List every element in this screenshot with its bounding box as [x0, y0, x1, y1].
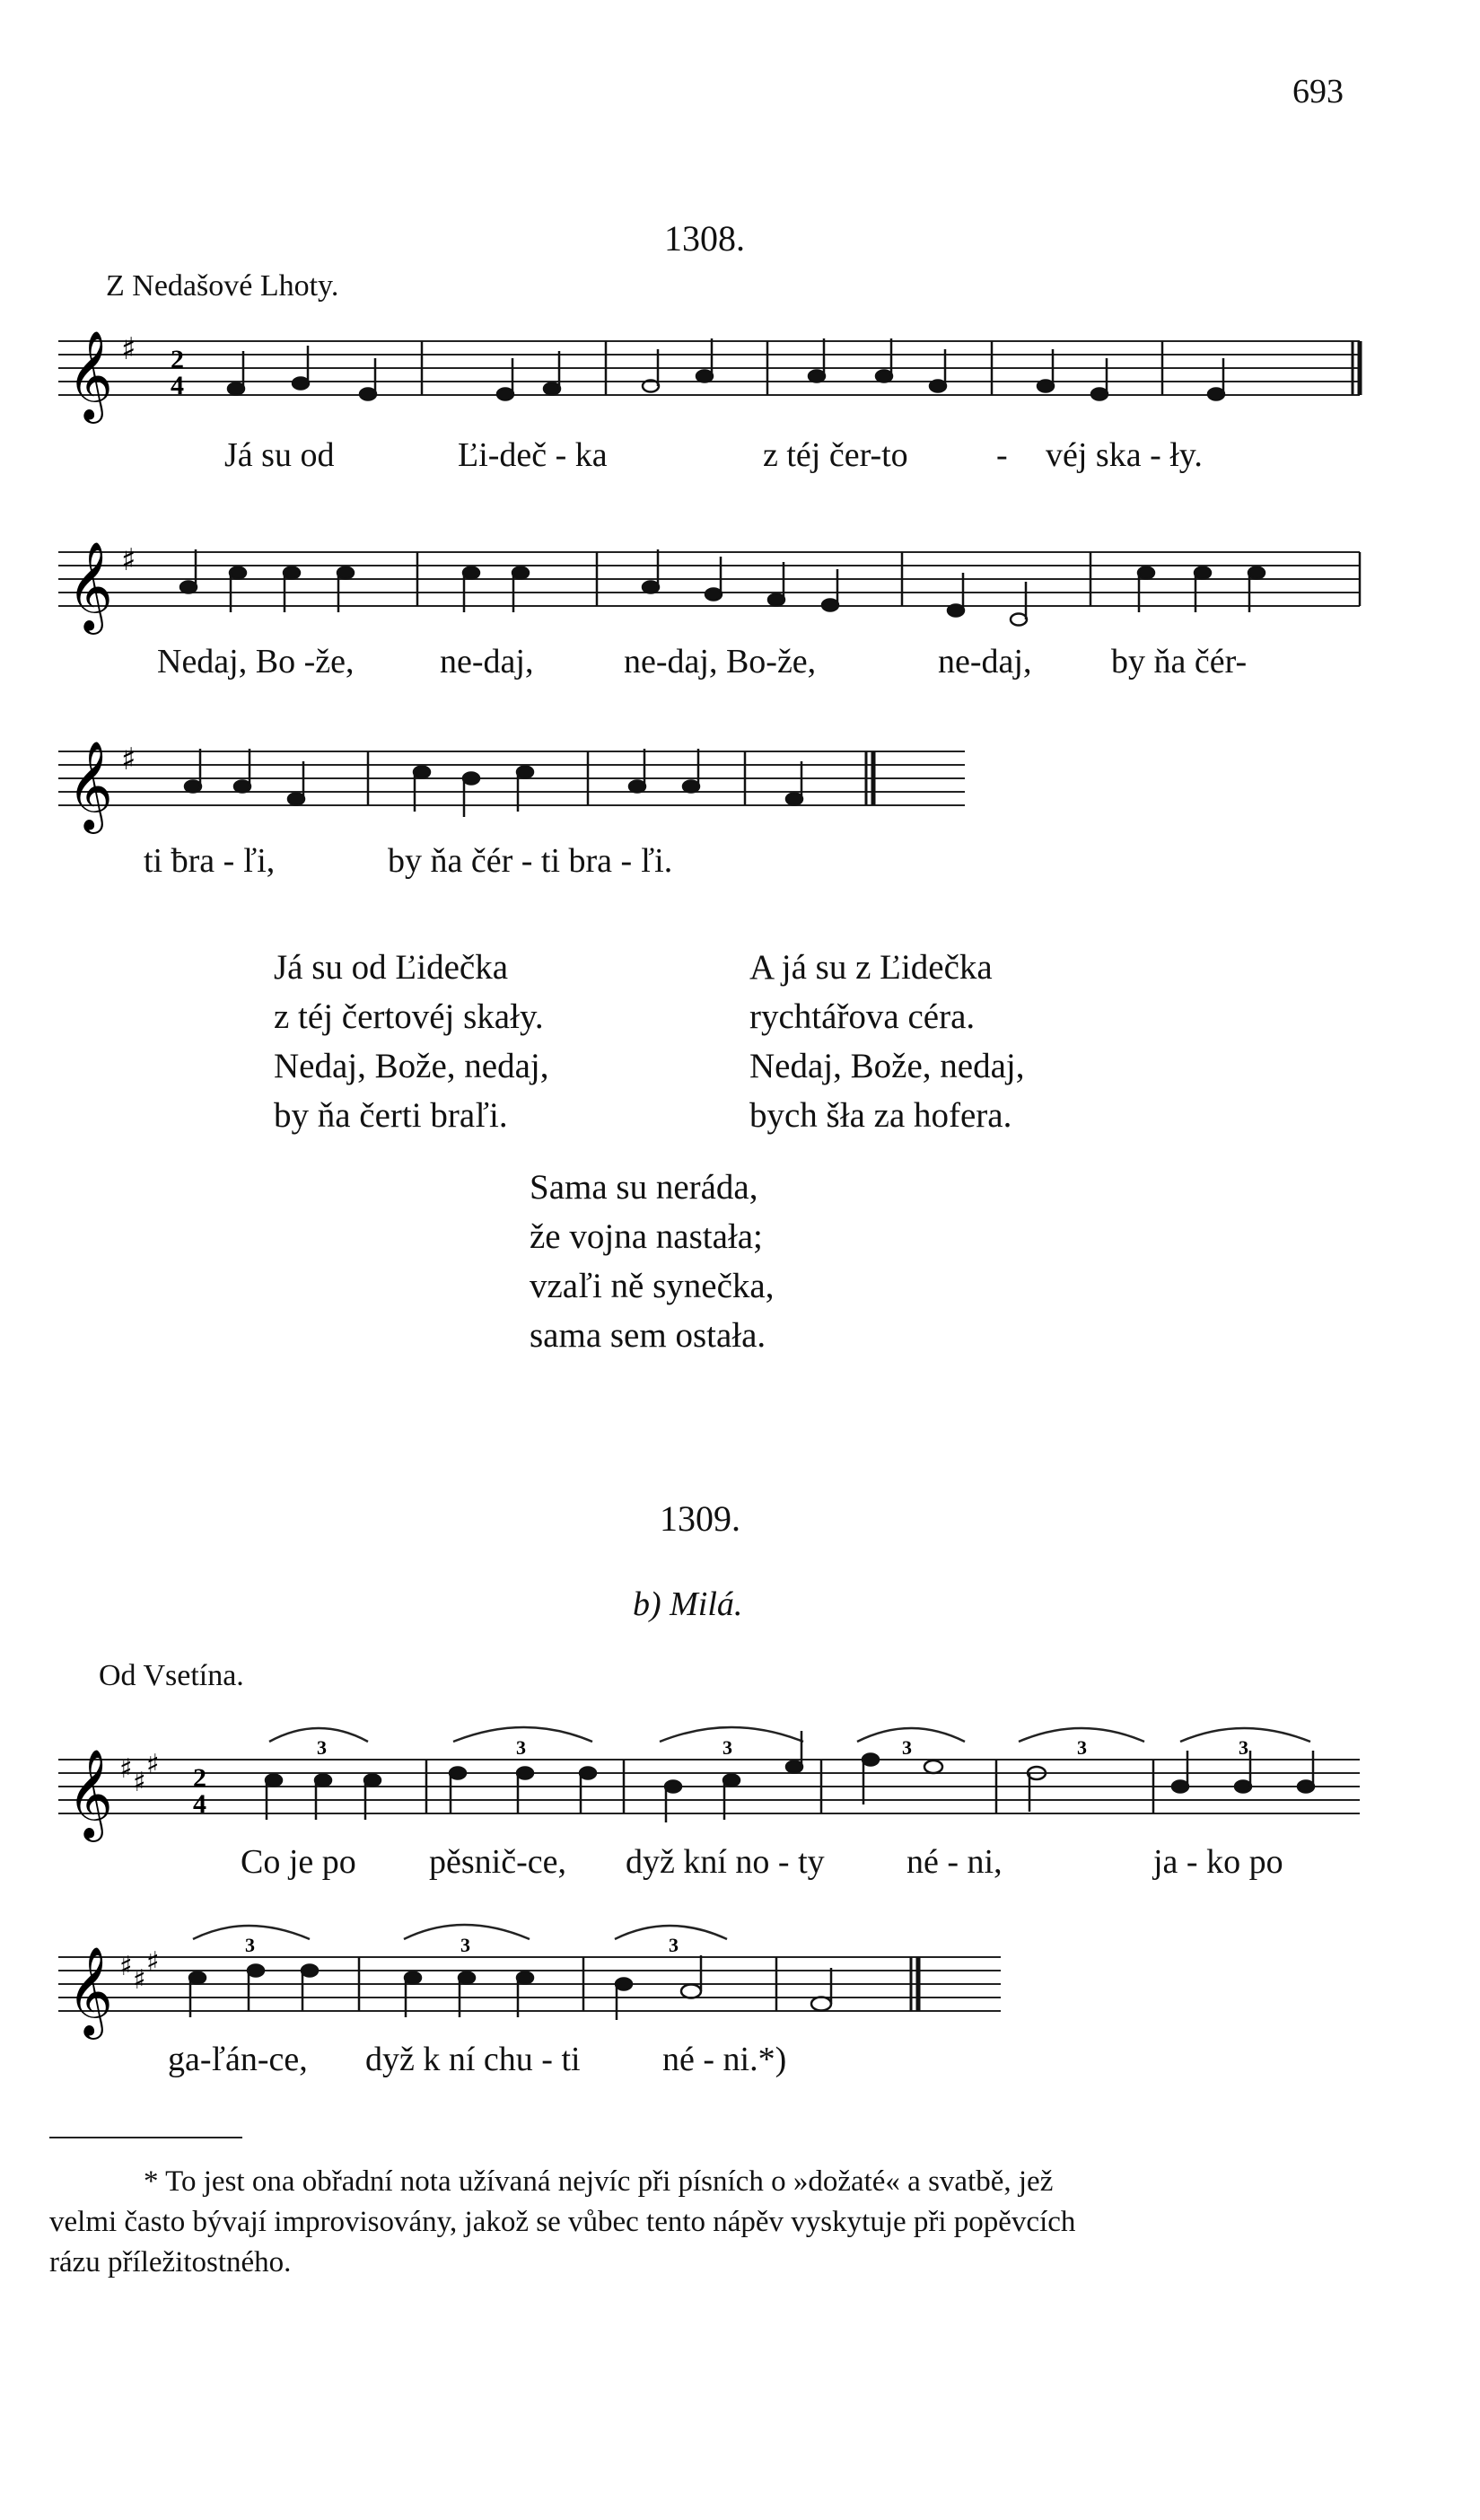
- time-signature-bottom: 4: [171, 371, 184, 400]
- lyric-1308-2-b: ne-daj,: [440, 643, 534, 680]
- triplet-mark: 3: [460, 1934, 470, 1956]
- verse-line: Sama su neráda,: [530, 1168, 758, 1207]
- footnote: [49, 2162, 1360, 2283]
- treble-clef-icon: 𝄞: [67, 741, 113, 830]
- music-staff-1308-line-2: [49, 530, 1378, 637]
- triplet-mark: 3: [1077, 1736, 1087, 1759]
- lyric-1308-2-a: Nedaj, Bo -že,: [157, 643, 355, 680]
- verse-line: Já su od Ľidečka: [274, 948, 509, 987]
- lyric-1309-2-c: né - ni.*): [662, 2041, 787, 2078]
- verse-line: že vojna nastała;: [530, 1217, 763, 1256]
- verse-1: [274, 943, 548, 1140]
- sharp-icon: ♯: [121, 542, 136, 578]
- footnote-divider: [49, 2137, 242, 2138]
- triplet-mark: 3: [722, 1736, 732, 1759]
- lyric-1309-1-a: Co je po: [241, 1843, 356, 1881]
- song-origin-1308: Z Nedašové Lhoty.: [106, 269, 339, 303]
- verse-line: bych šła za hofera.: [749, 1096, 1012, 1135]
- sharp-icon: ♯: [146, 1946, 160, 1978]
- lyric-1309-1-c: dyž kní no - ty: [626, 1843, 825, 1881]
- lyric-1308-2-c: ne-daj, Bo-že,: [624, 643, 817, 680]
- sharp-icon: ♯: [121, 742, 136, 777]
- lyric-1308-1-c: z téj čer-to: [763, 436, 908, 474]
- verse-line: A já su z Ľidečka: [749, 948, 993, 987]
- triplet-mark: 3: [1239, 1736, 1248, 1759]
- verse-line: z téj čertovéj skały.: [274, 997, 544, 1036]
- verse-2: [749, 943, 1024, 1140]
- time-signature-bottom: 4: [193, 1789, 206, 1819]
- time-signature-top: 2: [193, 1763, 206, 1793]
- time-signature-top: 2: [171, 345, 184, 374]
- treble-clef-icon: 𝄞: [67, 330, 113, 420]
- lyric-1308-1-e: véj ska - ły.: [1046, 436, 1203, 474]
- lyric-1309-1-b: pěsnič-ce,: [429, 1843, 566, 1881]
- music-staff-1309-line-1: [49, 1706, 1378, 1839]
- verse-line: rychtářova céra.: [749, 997, 976, 1036]
- triplet-mark: 3: [317, 1736, 327, 1759]
- music-staff-1308-line-1: [49, 319, 1378, 426]
- treble-clef-icon: 𝄞: [67, 1749, 113, 1839]
- footnote-line: velmi často bývají improvisovány, jakož se vůbec tento nápěv vyskytuje při popěvcích: [49, 2206, 1076, 2238]
- lyric-1309-1-d: né - ni,: [906, 1843, 1003, 1881]
- sharp-icon: ♯: [146, 1749, 160, 1780]
- lyric-1309-1-e: ja - ko po: [1153, 1843, 1283, 1881]
- verse-line: vzaľi ně synečka,: [530, 1267, 775, 1305]
- triplet-mark: 3: [245, 1934, 255, 1956]
- verse-line: sama sem ostała.: [530, 1316, 766, 1355]
- verse-line: Nedaj, Bože, nedaj,: [749, 1047, 1025, 1085]
- song-number-1309: 1309.: [660, 1498, 740, 1539]
- treble-clef-icon: 𝄞: [67, 1946, 113, 2036]
- lyric-1308-3-b: by ňa čér - ti bra - ľi.: [388, 842, 673, 880]
- footnote-line: * To jest ona obřadní nota užívaná nejvíc při písních o »dožaté« a svatbě, jež: [144, 2165, 1054, 2198]
- sharp-icon: ♯: [119, 1951, 133, 1982]
- lyric-1309-2-b: dyž k ní chu - ti: [365, 2041, 581, 2078]
- sharp-icon: ♯: [133, 1964, 146, 1996]
- triplet-mark: 3: [516, 1736, 526, 1759]
- sharp-icon: ♯: [119, 1753, 133, 1785]
- lyric-1308-1-d: -: [996, 436, 1008, 474]
- lyric-1309-2-a: ga-ľán-ce,: [168, 2041, 308, 2078]
- lyric-1308-3-a: ti ƀra - ľi,: [144, 842, 276, 880]
- sharp-icon: ♯: [121, 331, 136, 367]
- song-number-1308: 1308.: [664, 218, 745, 259]
- verse-line: by ňa čerti braľi.: [274, 1096, 508, 1135]
- page-number: 693: [1292, 73, 1344, 110]
- tempo-marking: b) Milá.: [633, 1585, 743, 1623]
- sharp-icon: ♯: [133, 1767, 146, 1798]
- triplet-mark: 3: [669, 1934, 679, 1956]
- lyric-1308-1-a: Já su od: [224, 436, 335, 474]
- lyric-1308-2-e: by ňa čér-: [1111, 643, 1248, 680]
- treble-clef-icon: 𝄞: [67, 541, 113, 631]
- music-staff-1308-line-3: [49, 729, 992, 837]
- song-origin-1309: Od Vsetína.: [99, 1659, 244, 1692]
- lyric-1308-2-d: ne-daj,: [938, 643, 1032, 680]
- triplet-mark: 3: [902, 1736, 912, 1759]
- footnote-line: rázu příležitostného.: [49, 2246, 292, 2279]
- music-staff-1309-line-2: [49, 1903, 1037, 2036]
- verse-3: [530, 1163, 774, 1360]
- lyric-1308-1-b: Ľi-deč - ka: [458, 436, 608, 474]
- verse-line: Nedaj, Bože, nedaj,: [274, 1047, 549, 1085]
